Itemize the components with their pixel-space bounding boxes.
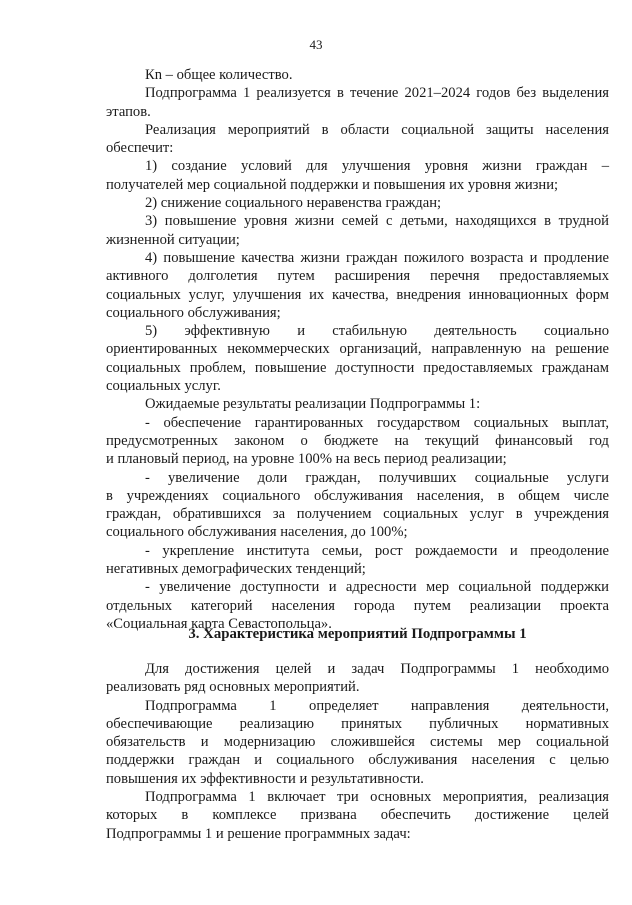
body-text-block-1 xyxy=(106,66,609,633)
text-line: - укрепление института семьи, рост рождаемости и преодоление xyxy=(145,542,609,559)
text-line: повышения их эффективности и результативности. xyxy=(106,770,424,787)
text-line: Подпрограмма 1 реализуется в течение 2021–2024 годов без выделения xyxy=(145,85,609,102)
text-line: социального обслуживания; xyxy=(106,304,281,321)
text-line: социальных услуг, улучшения их качества, внедрения инновационных форм xyxy=(106,286,609,303)
text-line: «Социальная карта Севастопольца». xyxy=(106,615,332,632)
text-line: обеспечит: xyxy=(106,140,174,157)
section-heading: 3. Характеристика мероприятий Подпрограммы 1 xyxy=(188,626,527,642)
text-line: жизненной ситуации; xyxy=(106,231,240,248)
text-line: ориентированных некоммерческих организаций, направленную на решение xyxy=(106,341,609,358)
text-line: Подпрограмма 1 включает три основных мероприятия, реализация xyxy=(145,789,609,806)
body-text-block-2 xyxy=(106,660,609,843)
text-line: обеспечивающие реализацию принятых публичных нормативных xyxy=(106,715,609,732)
text-line: активного долголетия путем расширения перечня предоставляемых xyxy=(106,268,609,285)
text-line: 5) эффективную и стабильную деятельность социально xyxy=(145,323,609,340)
text-line: социального обслуживания населения, до 100%; xyxy=(106,524,408,541)
text-line: 1) создание условий для улучшения уровня жизни граждан – xyxy=(145,158,609,175)
text-line: - обеспечение гарантированных государством социальных выплат, xyxy=(145,414,609,431)
text-line: 4) повышение качества жизни граждан пожилого возраста и продление xyxy=(145,249,609,266)
text-line: - увеличение доступности и адресности мер социальной поддержки xyxy=(145,579,609,596)
text-line: Для достижения целей и задач Подпрограммы 1 необходимо xyxy=(145,661,609,677)
text-line: негативных демографических тенденций; xyxy=(106,561,366,578)
text-line: поддержки граждан и социального обслуживания населения с целью xyxy=(106,752,609,769)
text-line: Подпрограмма 1 определяет направления деятельности, xyxy=(145,697,609,714)
page-number: 43 xyxy=(309,37,323,52)
text-line: Ожидаемые результаты реализации Подпрограммы 1: xyxy=(145,396,481,413)
text-line: Реализация мероприятий в области социальной защиты населения xyxy=(145,121,609,138)
text-line: социальных услуг. xyxy=(106,378,221,395)
text-line: Кn – общее количество. xyxy=(145,67,293,83)
text-line: отдельных категорий населения города путем реализации проекта xyxy=(106,597,609,614)
text-line: и плановый период, на уровне 100% на весь период реализации; xyxy=(106,451,507,468)
text-line: предусмотренных законом о бюджете на текущий финансовый год xyxy=(106,432,609,449)
text-line: обязательств и модернизацию сложившейся системы мер социальной xyxy=(106,734,609,751)
text-line: в учреждениях социального обслуживания населения, в общем числе xyxy=(106,487,609,504)
text-line: реализовать ряд основных мероприятий. xyxy=(106,679,360,696)
text-line: Подпрограммы 1 и решение программных задач: xyxy=(106,825,411,842)
text-line: получателей мер социальной поддержки и повышения их уровня жизни; xyxy=(106,176,559,193)
text-line: социальных проблем, повышение доступности предоставляемых гражданам xyxy=(106,359,609,376)
text-line: этапов. xyxy=(106,103,151,120)
text-line: граждан, обратившихся за получением социальных услуг в учреждения xyxy=(106,506,609,523)
text-line: - увеличение доли граждан, получивших социальные услуги xyxy=(145,469,609,486)
text-line: которых в комплексе призвана обеспечить достижение целей xyxy=(106,807,609,824)
text-line: 3) повышение уровня жизни семей с детьми, находящихся в трудной xyxy=(145,213,609,230)
text-line: 2) снижение социального неравенства граждан; xyxy=(145,195,442,212)
